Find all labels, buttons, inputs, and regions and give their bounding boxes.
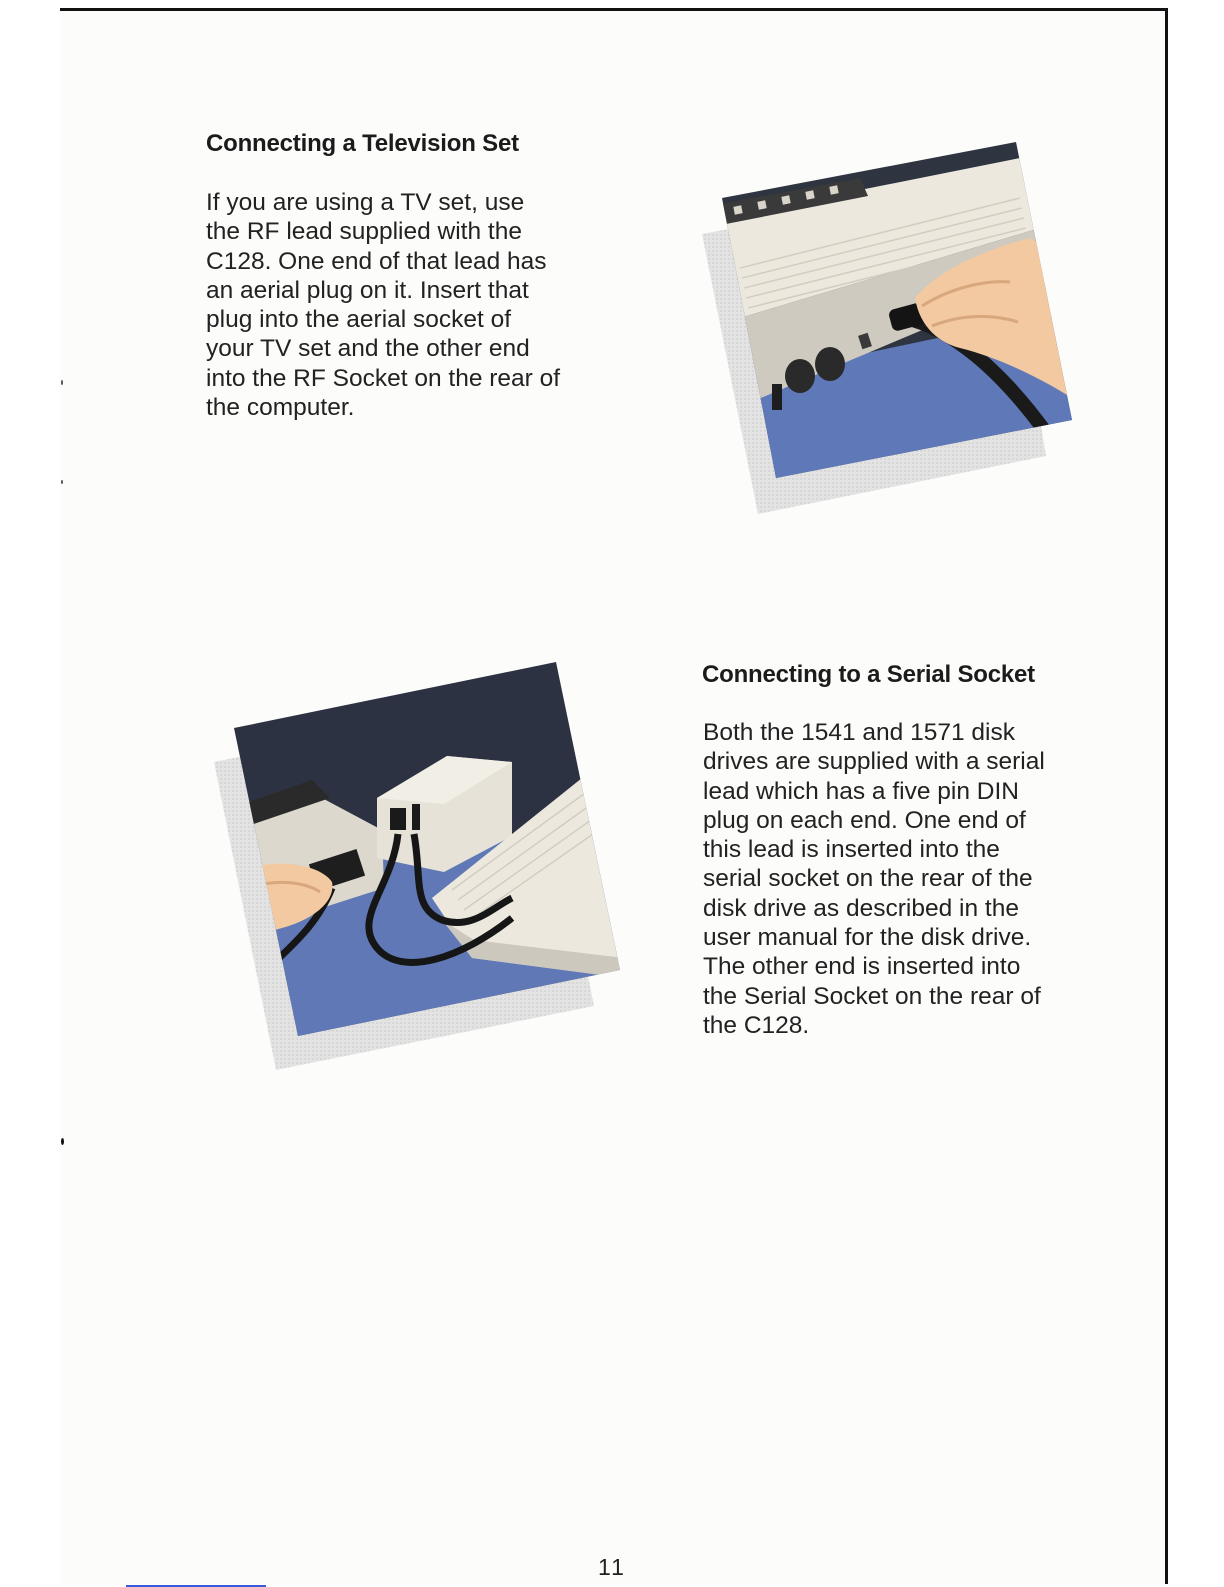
scan-speck [61,480,63,484]
text-line: lead which has a five pin DIN [703,777,1019,805]
heading-connecting-tv: Connecting a Television Set [206,130,519,157]
text-line: into the RF Socket on the rear of [206,364,561,392]
text-line: this lead is inserted into the [703,836,1000,864]
photo-serial-lead-connection [212,658,624,1074]
text-line: disk drive as described in the [703,894,1019,922]
text-line: the C128. [703,1011,810,1039]
text-line: the Serial Socket on the rear of [703,982,1041,1010]
text-line: the computer. [206,394,355,422]
text-line: your TV set and the other end [206,335,530,363]
text-line: Both the 1541 and 1571 disk [703,719,1015,746]
heading-connecting-serial: Connecting to a Serial Socket [702,661,1035,688]
text-line: The other end is inserted into [703,953,1021,981]
photo-rf-lead-connection [700,138,1080,518]
text-line: serial socket on the rear of the [703,865,1033,893]
scan-speck [61,1138,64,1145]
text-line: user manual for the disk drive. [703,924,1032,952]
page-number: 11 [598,1554,626,1580]
text-line: plug on each end. One end of [703,806,1026,834]
text-line: If you are using a TV set, use [206,189,525,216]
text-line: the RF lead supplied with the [206,218,522,246]
paragraph-connecting-serial [703,718,1045,1040]
paragraph-connecting-tv [206,188,560,422]
text-line: an aerial plug on it. Insert that [206,276,529,304]
scan-speck [61,380,63,385]
text-line: plug into the aerial socket of [206,306,512,334]
text-line: C128. One end of that lead has [206,247,547,275]
text-line: drives are supplied with a serial [703,748,1045,776]
